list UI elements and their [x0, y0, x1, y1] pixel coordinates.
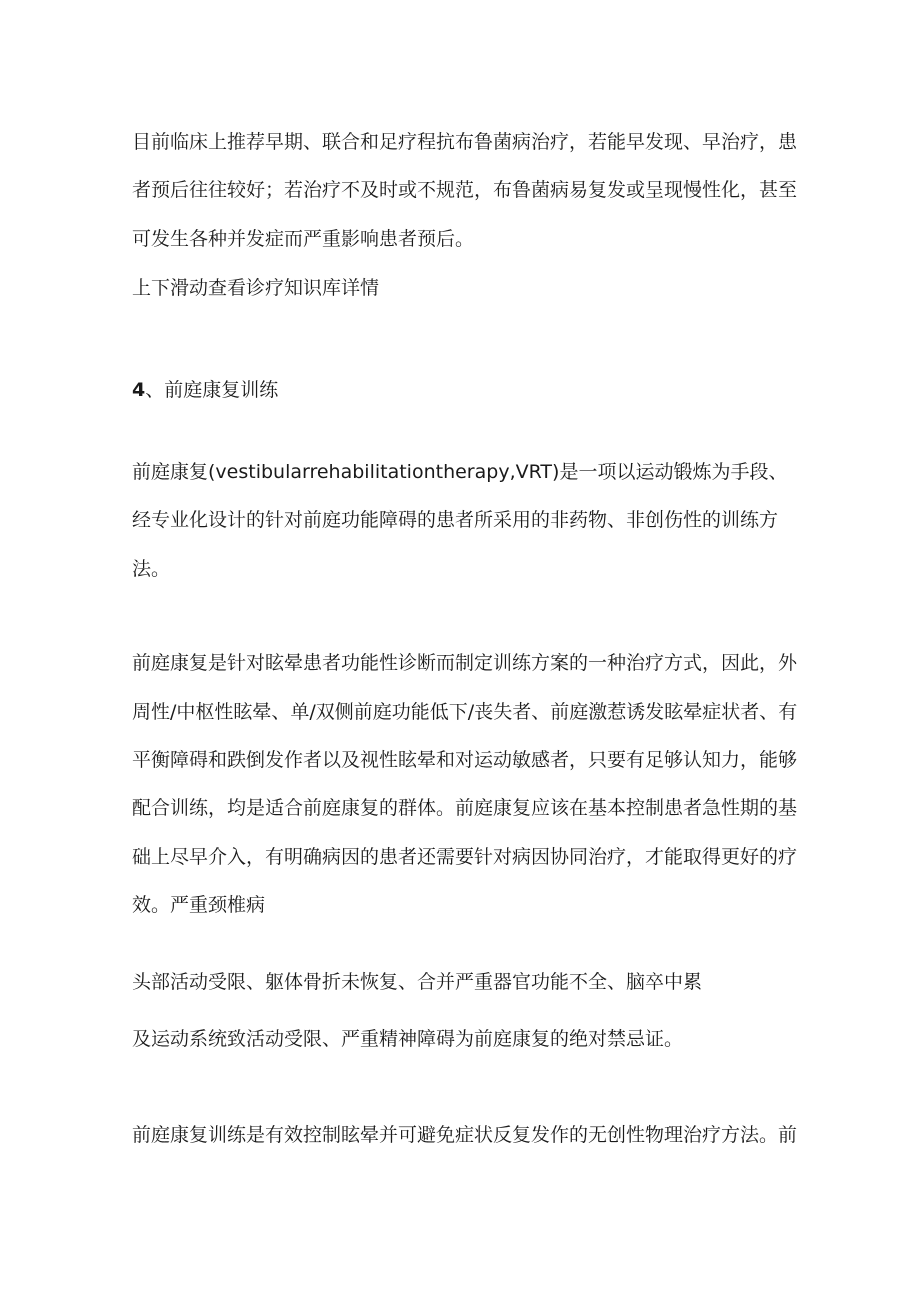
section-number: 4	[132, 379, 146, 401]
paragraph-line: 配合训练，均是适合前庭康复的群体。前庭康复应该在基本控制患者急性期的基	[132, 797, 798, 819]
paragraph-line: 效。严重颈椎病	[132, 894, 266, 916]
paragraph-line: 经专业化设计的针对前庭功能障碍的患者所采用的非药物、非创伤性的训练方	[132, 509, 779, 531]
paragraph-line: 可发生各种并发症而严重影响患者预后。	[132, 228, 475, 250]
paragraph-line: 前庭康复(vestibularrehabilitationtherapy,VRT)是一项以运动锻炼为手段、	[132, 461, 788, 483]
paragraph-line: 础上尽早介入，有明确病因的患者还需要针对病因协同治疗，才能取得更好的疗	[132, 846, 798, 868]
paragraph-line: 平衡障碍和跌倒发作者以及视性眩晕和对运动敏感者，只要有足够认知力，能够	[132, 749, 798, 771]
paragraph-line: 头部活动受限、躯体骨折未恢复、合并严重器官功能不全、脑卒中累	[132, 971, 703, 993]
paragraph-line: 目前临床上推荐早期、联合和足疗程抗布鲁菌病治疗，若能早发现、早治疗，患	[132, 131, 798, 153]
section-heading	[132, 378, 278, 402]
scroll-hint-text: 上下滑动查看诊疗知识库详情	[132, 277, 380, 299]
paragraph-line: 前庭康复训练是有效控制眩晕并可避免症状反复发作的无创性物理治疗方法。前	[132, 1124, 798, 1146]
paragraph-line: 周性/中枢性眩晕、单/双侧前庭功能低下/丧失者、前庭激惹诱发眩晕症状者、有	[132, 701, 798, 723]
paragraph-line: 前庭康复是针对眩晕患者功能性诊断而制定训练方案的一种治疗方式，因此，外	[132, 652, 798, 674]
paragraph-line: 法。	[132, 558, 171, 580]
paragraph-line: 者预后往往较好；若治疗不及时或不规范，布鲁菌病易复发或呈现慢性化，甚至	[132, 179, 798, 201]
section-title: 、前庭康复训练	[145, 379, 279, 401]
paragraph-line: 及运动系统致活动受限、严重精神障碍为前庭康复的绝对禁忌证。	[132, 1028, 684, 1050]
